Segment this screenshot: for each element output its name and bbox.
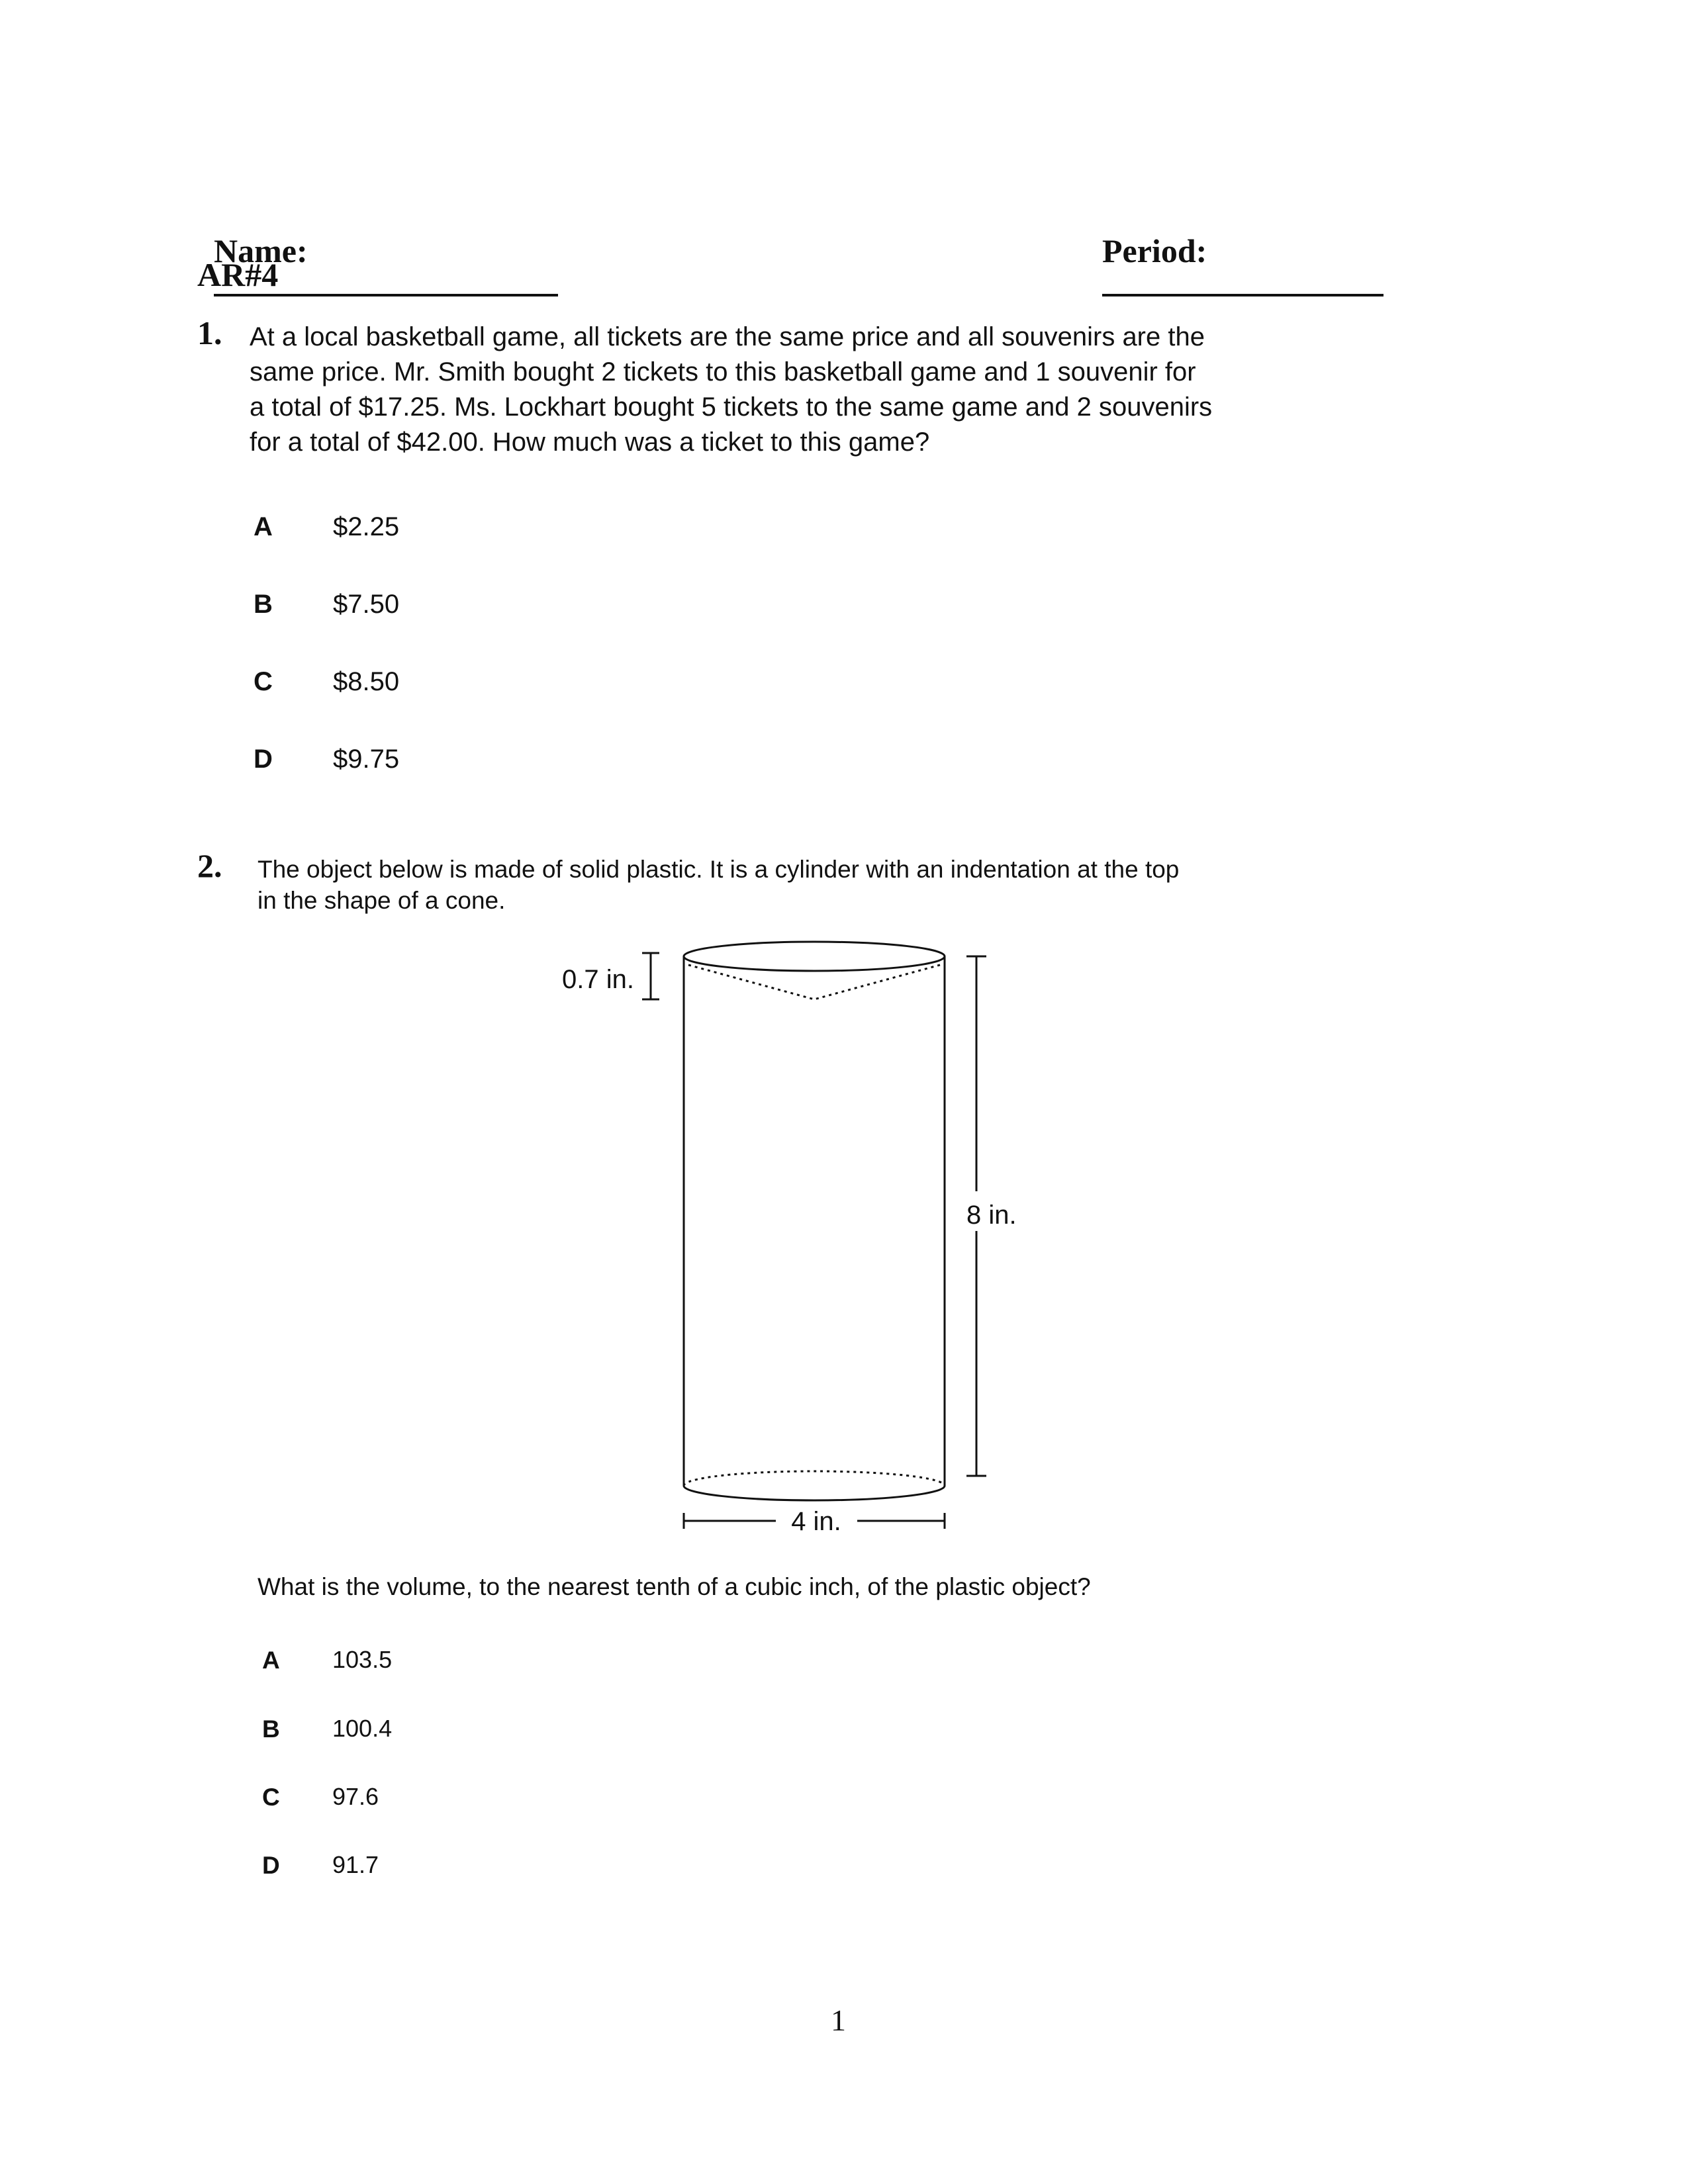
q1-option-c[interactable] xyxy=(254,668,273,695)
cone-depth-label: 0.7 in. xyxy=(562,965,634,994)
page-number: 1 xyxy=(831,2003,846,2037)
option-letter: D xyxy=(254,745,273,774)
q1-option-d[interactable] xyxy=(254,746,273,772)
question-1-line: for a total of $42.00. How much was a ticket to this game? xyxy=(250,428,930,457)
cylinder-bottom-back xyxy=(684,1471,945,1486)
option-letter: D xyxy=(262,1852,280,1879)
question-2-text xyxy=(258,854,1383,916)
q1-option-d-value: $9.75 xyxy=(333,745,400,774)
period-blank[interactable] xyxy=(1102,267,1383,296)
cylinder-bottom-front xyxy=(684,1486,945,1500)
question-2-prompt: What is the volume, to the nearest tenth of a cubic inch, of the plastic object? xyxy=(258,1573,1091,1600)
q2-option-d-value: 91.7 xyxy=(332,1851,379,1878)
assignment-title: AR#4 xyxy=(197,256,279,293)
question-1-line: same price. Mr. Smith bought 2 tickets to this basketball game and 1 souvenir for xyxy=(250,357,1196,387)
question-1-text xyxy=(250,320,1375,460)
diameter-label: 4 in. xyxy=(791,1507,841,1536)
period-label: Period: xyxy=(1102,232,1207,269)
q2-option-c[interactable] xyxy=(262,1785,280,1809)
cylinder-top-ellipse xyxy=(684,942,945,971)
option-letter: A xyxy=(262,1647,280,1674)
height-label: 8 in. xyxy=(966,1201,1017,1230)
question-1-line: At a local basketball game, all tickets are the same price and all souvenirs are the xyxy=(250,322,1205,351)
option-letter: B xyxy=(262,1715,280,1743)
q1-option-c-value: $8.50 xyxy=(333,667,400,696)
question-2-line: in the shape of a cone. xyxy=(258,887,506,914)
option-letter: C xyxy=(262,1784,280,1811)
option-letter: A xyxy=(254,512,273,541)
q2-option-b[interactable] xyxy=(262,1717,280,1741)
q1-option-b[interactable] xyxy=(254,591,273,617)
question-2-line: The object below is made of solid plastic. It is a cylinder with an indentation at the top xyxy=(258,856,1180,883)
question-1-line: a total of $17.25. Ms. Lockhart bought 5 tickets to the same game and 2 souvenirs xyxy=(250,392,1213,422)
option-letter: B xyxy=(254,590,273,619)
q2-option-c-value: 97.6 xyxy=(332,1783,379,1810)
question-2-number: 2. xyxy=(197,847,222,884)
q1-option-a[interactable] xyxy=(254,514,273,540)
option-letter: C xyxy=(254,667,273,696)
q2-option-d[interactable] xyxy=(262,1853,280,1878)
q2-option-a[interactable] xyxy=(262,1648,280,1672)
question-1-number: 1. xyxy=(197,314,222,351)
q2-option-a-value: 103.5 xyxy=(332,1646,393,1673)
q1-option-b-value: $7.50 xyxy=(333,590,400,619)
name-label: Name: xyxy=(214,232,308,269)
q2-option-b-value: 100.4 xyxy=(332,1715,393,1742)
q1-option-a-value: $2.25 xyxy=(333,512,400,541)
period-field[interactable] xyxy=(1086,201,1383,302)
cylinder-figure xyxy=(530,927,1059,1562)
